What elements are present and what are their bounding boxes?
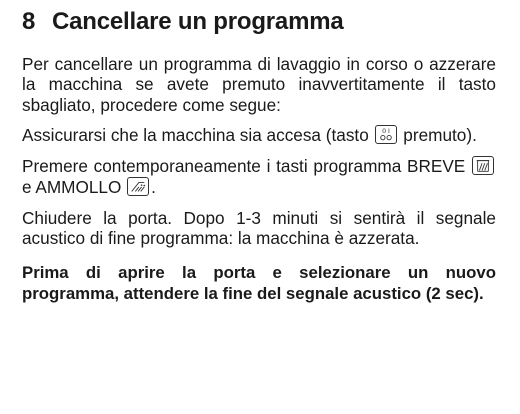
- power-text-after: premuto).: [398, 125, 477, 146]
- keys-text-before: Premere contemporaneamente i tasti programma BREVE: [22, 156, 471, 177]
- door-paragraph: Chiudere la porta. Dopo 1-3 minuti si sentirà il segnale acustico di fine programma: la macchina è azzerata.: [22, 208, 496, 249]
- keys-text-middle: e AMMOLLO: [22, 177, 127, 198]
- section-number: 8: [22, 8, 36, 35]
- section-title: Cancellare un programma: [52, 8, 344, 35]
- svg-text:0 I: 0 I: [381, 128, 390, 136]
- section-heading: [22, 8, 496, 36]
- power-paragraph: [22, 125, 496, 146]
- power-key-icon: [375, 125, 397, 144]
- warning-paragraph: Prima di aprire la porta e selezionare un nuovo programma, attendere la fine del segnale acustico (2 sec).: [22, 262, 496, 303]
- power-text-before: Assicurarsi che la macchina sia accesa (tasto: [22, 125, 374, 146]
- intro-paragraph: Per cancellare un programma di lavaggio in corso o azzerare la macchina se avete premuto inavvertitamente il tasto sbagliato, procedere come segue:: [22, 54, 496, 115]
- keys-paragraph: [22, 156, 496, 198]
- soak-program-key-icon: [127, 177, 149, 196]
- keys-text-after: .: [151, 177, 156, 198]
- short-program-key-icon: [472, 156, 494, 175]
